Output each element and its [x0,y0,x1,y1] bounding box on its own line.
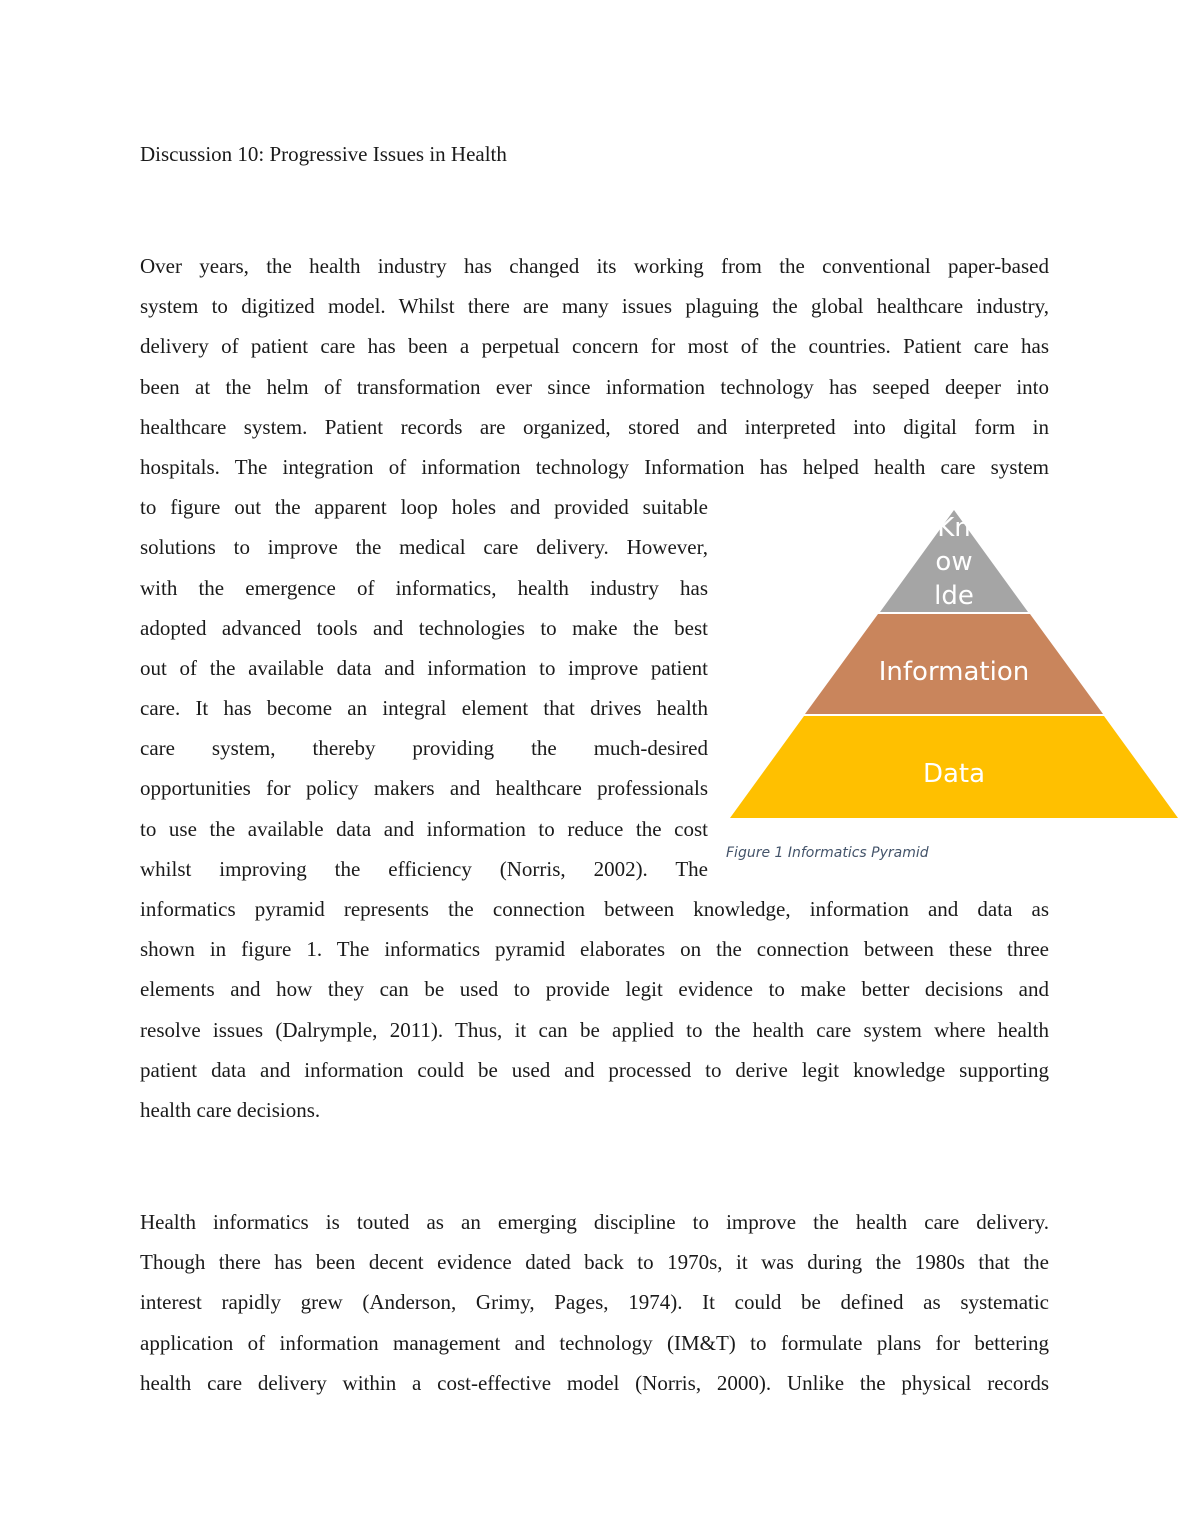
text-line: care. It has become an integral element that drives health [140,696,708,721]
text-line: opportunities for policy makers and healthcare professionals [140,776,708,801]
paragraph-2 [140,1202,1049,1403]
text-line: patient data and information could be used and processed to derive legit knowledge supporting [140,1057,1049,1082]
text-line: interest rapidly grew (Anderson, Grimy, Pages, 1974). It could be defined as systematic [140,1290,1049,1315]
pyramid-diagram [728,506,1180,826]
text-line: out of the available data and information to improve patient [140,655,708,680]
text-line: hospitals. The integration of information technology Information has helped health care system [140,454,1049,479]
text-line: solutions to improve the medical care delivery. However, [140,535,708,560]
text-line: application of information management and technology (IM&T) to formulate plans for bettering [140,1330,1049,1355]
text-line: Though there has been decent evidence dated back to 1970s, it was during the 1980s that the [140,1250,1049,1275]
pyramid-label-data: Data [922,759,986,789]
text-line: health care delivery within a cost-effective model (Norris, 2000). Unlike the physical records [140,1370,1049,1395]
text-line: healthcare system. Patient records are organized, stored and interpreted into digital form in [140,414,1049,439]
text-line: health care decisions. [140,1097,321,1122]
text-line: with the emergence of informatics, health industry has [140,575,708,600]
text-line: Over years, the health industry has changed its working from the conventional paper-based [140,254,1049,278]
text-line: whilst improving the efficiency (Norris, 2002). The [140,856,708,881]
text-line: shown in figure 1. The informatics pyramid elaborates on the connection between these three [140,937,1049,962]
text-line: Health informatics is touted as an emerging discipline to improve the health care delivery. [140,1210,1049,1234]
text-line: care system, thereby providing the much-desired [140,736,708,761]
text-line: delivery of patient care has been a perpetual concern for most of the countries. Patient care has [140,334,1049,359]
pyramid-label-knowledge-line-2: ow [935,547,973,577]
pyramid-label-knowledge-line-1: Kn [937,513,971,543]
text-line: to figure out the apparent loop holes and provided suitable [140,495,708,520]
text-line: resolve issues (Dalrymple, 2011). Thus, it can be applied to the health care system where health [140,1017,1049,1042]
pyramid-label-information: Information [878,657,1030,687]
text-line: adopted advanced tools and technologies to make the best [140,615,708,640]
informatics-pyramid-figure [728,506,1180,826]
text-line: elements and how they can be used to provide legit evidence to make better decisions and [140,977,1049,1002]
text-line: been at the helm of transformation ever since information technology has seeped deeper into [140,374,1049,399]
figure-caption: Figure 1 Informatics Pyramid [726,845,929,861]
text-line: informatics pyramid represents the connection between knowledge, information and data as [140,897,1049,921]
text-line: to use the available data and information to reduce the cost [140,816,708,841]
pyramid-label-knowledge-line-3: lde [934,581,974,611]
document-title: Discussion 10: Progressive Issues in Health [140,142,507,166]
text-line: system to digitized model. Whilst there are many issues plaguing the global healthcare industry, [140,294,1049,319]
